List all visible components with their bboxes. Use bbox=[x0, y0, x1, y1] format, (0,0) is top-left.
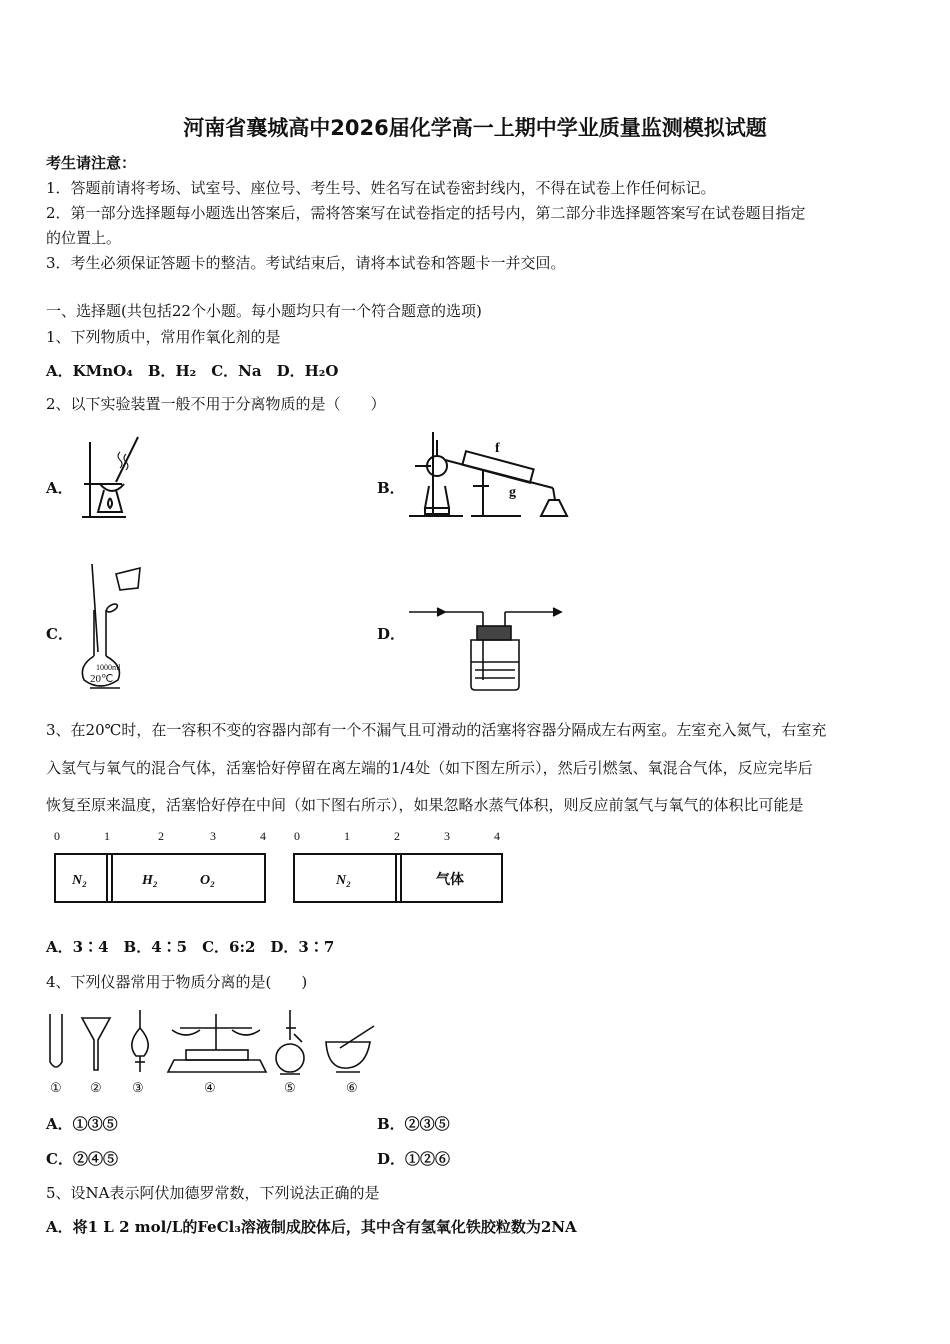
q1-stem: 1、下列物质中，常用作氧化剂的是 bbox=[46, 328, 281, 346]
q1-options: A．KMnO₄ B．H₂ C．Na D．H₂O bbox=[46, 362, 339, 380]
tick-left-1: 1 bbox=[104, 829, 110, 843]
q3-line-2: 入氢气与氧气的混合气体，活塞恰好停留在离左端的1/4处（如下图左所示），然后引燃氢、氧混合气体，反应完毕后 bbox=[46, 759, 813, 777]
q5-option-a: A．将1 L 2 mol/L的FeCl₃溶液制成胶体后，其中含有氢氧化铁胶粒数为2NA bbox=[46, 1218, 577, 1236]
page-title: 河南省襄城高中2026届化学高一上期中学业质量监测模拟试题 bbox=[183, 116, 767, 140]
flask-temp-text: 20℃ bbox=[90, 673, 114, 685]
separatory-funnel-icon bbox=[132, 1010, 148, 1056]
distillation-apparatus-figure bbox=[405, 430, 575, 522]
tick-left-2: 2 bbox=[158, 829, 164, 843]
condenser-label-g: g bbox=[509, 485, 516, 500]
distillation-flask-icon bbox=[276, 1010, 304, 1074]
section-heading: 一、选择题(共包括22个小题。每小题均只有一个符合题意的选项) bbox=[46, 302, 482, 320]
tick-right-0: 0 bbox=[294, 829, 300, 843]
instrument-number-1: ① bbox=[50, 1080, 62, 1095]
q5-stem: 5、设NA表示阿伏加德罗常数，下列说法正确的是 bbox=[46, 1184, 380, 1202]
tick-right-1: 1 bbox=[344, 829, 350, 843]
instrument-number-5: ⑤ bbox=[284, 1080, 296, 1095]
left-cell-n2: N₂ bbox=[72, 873, 87, 888]
tick-right-2: 2 bbox=[394, 829, 400, 843]
notice-heading: 考生请注意： bbox=[46, 154, 137, 172]
notice-item-3: 3．考生必须保证答题卡的整洁。考试结束后，请将本试卷和答题卡一并交回。 bbox=[46, 254, 566, 272]
tick-right-4: 4 bbox=[494, 829, 500, 843]
q4-option-d: D．①②⑥ bbox=[377, 1150, 451, 1168]
tick-left-0: 0 bbox=[54, 829, 60, 843]
instrument-number-6: ⑥ bbox=[346, 1080, 358, 1095]
right-cell-gas: 气体 bbox=[436, 873, 464, 888]
q2-label-b: B． bbox=[377, 479, 405, 497]
condenser-label-f: f bbox=[495, 441, 500, 456]
q4-option-b: B．②③⑤ bbox=[377, 1115, 450, 1133]
q3-line-1: 3、在20℃时，在一容积不变的容器内部有一个不漏气且可滑动的活塞将容器分隔成左右两室。左室充入氮气，右室充 bbox=[46, 721, 827, 739]
right-container bbox=[294, 829, 502, 902]
q2-label-a: A． bbox=[46, 479, 73, 497]
q3-line-3: 恢复至原来温度，活塞恰好停在中间（如下图右所示），如果忽略水蒸气体积，则反应前氢气与氧气的体积比可能是 bbox=[46, 796, 804, 814]
q4-stem: 4、下列仪器常用于物质分离的是( ) bbox=[46, 973, 308, 991]
balance-icon bbox=[168, 1014, 266, 1072]
right-cell-n2: N₂ bbox=[336, 873, 351, 888]
left-cell-o2: O₂ bbox=[200, 873, 215, 888]
gas-washing-bottle-figure bbox=[405, 600, 575, 695]
test-tube-icon bbox=[50, 1014, 62, 1067]
instrument-number-4: ④ bbox=[204, 1080, 216, 1095]
instrument-number-3: ③ bbox=[132, 1080, 144, 1095]
instrument-number-2: ② bbox=[90, 1080, 102, 1095]
left-cell-h2: H₂ bbox=[142, 873, 158, 888]
q2-label-c: C． bbox=[46, 625, 73, 643]
notice-item-2: 2．第一部分选择题每小题选出答案后，需将答案写在试卷指定的括号内，第二部分非选择题答案写在试卷题目指定 bbox=[46, 204, 806, 222]
tick-right-3: 3 bbox=[444, 829, 450, 843]
flask-volume-text: 1000ml bbox=[96, 663, 121, 672]
notice-item-2-cont: 的位置上。 bbox=[46, 229, 122, 247]
instruments-figure bbox=[40, 1006, 390, 1098]
q4-option-a: A．①③⑤ bbox=[46, 1115, 118, 1133]
volumetric-flask-figure bbox=[76, 560, 156, 695]
tick-left-3: 3 bbox=[210, 829, 216, 843]
left-container bbox=[54, 829, 266, 902]
evaporation-apparatus-figure bbox=[76, 432, 156, 522]
q4-option-c: C．②④⑤ bbox=[46, 1150, 118, 1168]
piston-container-figure bbox=[40, 826, 520, 908]
funnel-icon bbox=[82, 1018, 110, 1070]
mortar-pestle-icon bbox=[326, 1026, 374, 1072]
q2-label-d: D． bbox=[377, 625, 406, 643]
q3-options: A．3∶4 B．4∶5 C．6:2 D．3∶7 bbox=[46, 938, 335, 956]
q2-stem: 2、以下实验装置一般不用于分离物质的是（ ） bbox=[46, 395, 386, 413]
notice-item-1: 1．答题前请将考场、试室号、座位号、考生号、姓名写在试卷密封线内，不得在试卷上作任何标记。 bbox=[46, 179, 716, 197]
tick-left-4: 4 bbox=[260, 829, 266, 843]
